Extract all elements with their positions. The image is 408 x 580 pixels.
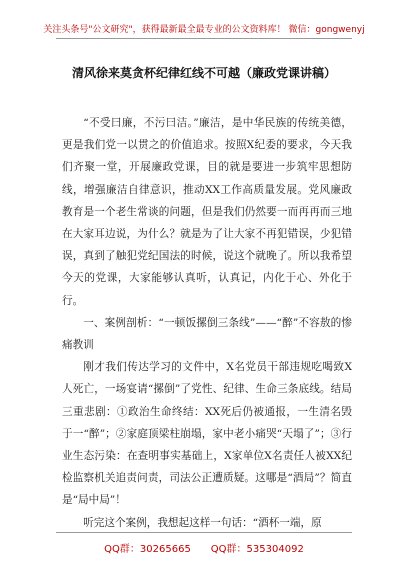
header-promo-note: 关注头条号"公文研究"，获得最新最全最专业的公文资料库！ 微信：gongwenyj	[43, 25, 365, 35]
document-body	[62, 112, 352, 534]
footer-divider	[56, 532, 352, 533]
footer-qq-groups: QQ群：30265665 QQ群：535304092	[104, 544, 304, 555]
section-heading: 一、案例剖析：“一顿饭摞倒三条线”——“醉”不容敖的惨痛教训	[62, 316, 352, 352]
document-title: 清风徐来莫贪杯纪律红线不可越（廉政党课讲稿）	[71, 66, 336, 80]
paragraph-reflection: 听完这个案例，我想起这样一句话：“酒杯一端，原	[83, 516, 322, 529]
paragraph-case: 刚才我们传达学习的文件中，X名党员干部违规吃喝致X人死亡，一场宴请“摞倒”了党性、纪律、生命三条底线。结局三重悲剧：①政治生命终结：XX死后仍被通报，一生清名毁于一“醉”；②家庭顶梁柱崩塌，家中老小痛哭“天塌了”；③行业生态污染：在查明事实基础上，X家单位X名责任人被XX纪检监察机关追责问责，司法公正遭质疑。这哪是“酒局”？简直是“局中局”！	[62, 361, 352, 507]
header-divider	[56, 38, 352, 39]
paragraph-intro: “不受曰廉，不污曰洁。”廉洁，是中华民族的传统美德，更是我们党一以贯之的价值追求。按照X纪委的要求，今天我们齐聚一堂，开展廉政党课，目的就是要进一步筑牢思想防线，增强廉洁自律意识，推动XX工作高质量发展。党风廉政教育是一个老生常谈的问题，但是我们仍然要一而再再而三地在大家耳边说，为什么？就是为了让大家不再犯错误，少犯错误，真到了触犯党纪国法的时候，说这个就晚了。所以我希望今天的党课，大家能够认真听，认真记，内化于心、外化于行。	[62, 117, 352, 307]
